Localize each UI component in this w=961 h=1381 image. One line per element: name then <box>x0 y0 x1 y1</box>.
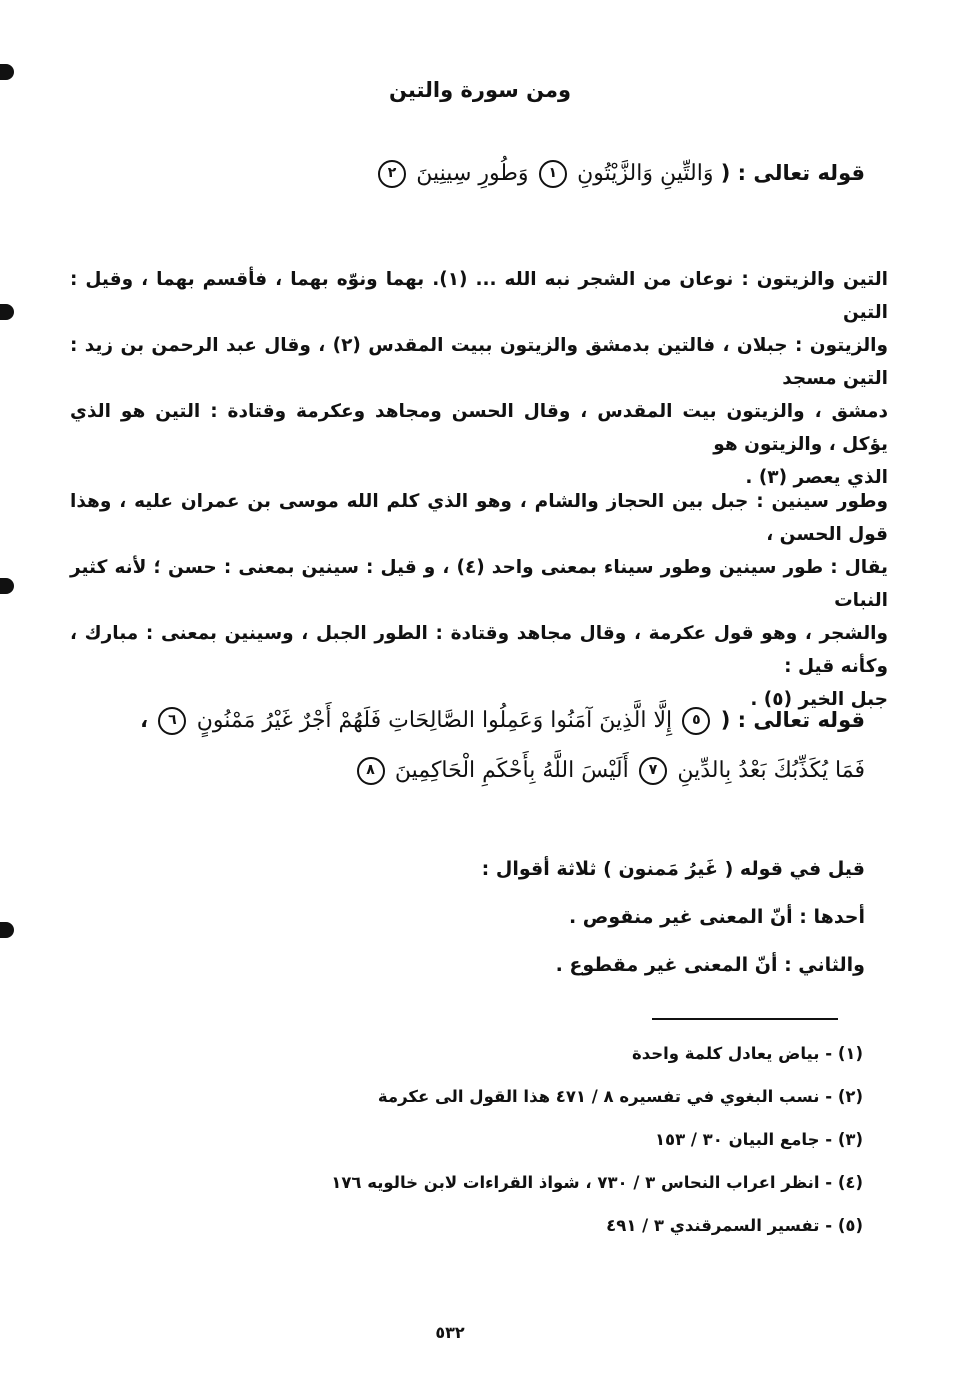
footnote-item: (٣) - جامع البيان ٣٠ / ١٥٣ <box>654 1130 863 1149</box>
verse-intro: قوله تعالى : ( <box>720 708 865 732</box>
ayah-number-badge: ٦ <box>158 707 186 735</box>
commentary-paragraph-2 <box>70 485 888 716</box>
page-title: ومن سورة والتين <box>388 78 572 102</box>
page-number: ٥٣٢ <box>435 1323 465 1342</box>
ayah-number-badge: ١ <box>539 160 567 188</box>
paragraph-line: وطور سينين : جبل بين الحجاز والشام ، وهو الذي كلم الله موسى بن عمران عليه ، وهذا قول الحسن ، <box>70 491 888 545</box>
footnotes <box>223 1038 863 1253</box>
ayah-number-badge: ٧ <box>639 757 667 785</box>
quran-text: إِلَّا الَّذِينَ آمَنُوا وَعَمِلُوا الصَّالِحَاتِ فَلَهُمْ أَجْرٌ غَيْرُ مَمْنُونٍ <box>196 708 673 733</box>
paragraph-line: دمشق ، والزيتون بيت المقدس ، وقال الحسن ومجاهد وعكرمة وقتادة : التين هو الذي يؤكل ، والزيتون هو <box>70 401 888 455</box>
footnote-divider <box>652 1018 838 1020</box>
verse-separator: ، <box>140 708 149 732</box>
saying-item: والثاني : أنّ المعنى غير مقطوع . <box>555 954 865 976</box>
quran-text: فَمَا يُكَذِّبُكَ بَعْدُ بِالدِّينِ <box>677 758 865 783</box>
paragraph-line: التين والزيتون : نوعان من الشجر نبه الله ... (١). بهما ونوّه بهما ، فأقسم بهما ، وقيل : التين <box>70 269 888 323</box>
footnote-item: (٢) - نسب البغوي في تفسيره ٨ / ٤٧١ هذا القول الى عكرمة <box>377 1087 863 1106</box>
ayah-number-badge: ٢ <box>378 160 406 188</box>
footnote-item: (١) - بياض يعادل كلمة واحدة <box>631 1044 863 1063</box>
punch-hole-mark <box>0 304 14 320</box>
paragraph-line: والزيتون : جبلان ، فالتين بدمشق والزيتون ببيت المقدس (٢) ، وقال عبد الرحمن بن زيد : التين مسجد <box>70 335 888 389</box>
quran-text: وَالتِّينِ وَالزَّيْتُونِ <box>577 161 714 186</box>
punch-hole-mark <box>0 64 14 80</box>
verse-2-line-2 <box>65 757 865 785</box>
ayah-number-badge: ٨ <box>357 757 385 785</box>
verse-1 <box>65 160 865 188</box>
paragraph-line: جبل الخير (٥) . <box>750 689 888 710</box>
commentary-paragraph-1 <box>70 263 888 494</box>
quran-text: أَلَيْسَ اللَّهُ بِأَحْكَمِ الْحَاكِمِينَ <box>394 758 629 783</box>
footnote-item: (٤) - انظر اعراب النحاس ٣ / ٧٣٠ ، شواذ القراءات لابن خالويه ١٧٦ <box>331 1173 863 1192</box>
paragraph-line: والشجر ، وهو قول عكرمة ، وقال مجاهد وقتادة : الطور الجبل ، وسينين بمعنى : مبارك ، وكأنه قيل : <box>70 623 888 677</box>
ayah-number-badge: ٥ <box>682 707 710 735</box>
punch-hole-mark <box>0 578 14 594</box>
footnote-item: (٥) - تفسير السمرقندي ٣ / ٤٩١ <box>606 1216 863 1235</box>
paragraph-line: الذي يعصر (٣) . <box>745 467 888 488</box>
punch-hole-mark <box>0 922 14 938</box>
paragraph-line: يقال : طور سينين وطور سيناء بمعنى واحد (٤) ، و قيل : سينين بمعنى : حسن ؛ لأنه كثير النبات <box>70 557 888 611</box>
verse-2-line-1 <box>65 707 865 735</box>
sayings-heading: قيل في قوله ( غَيرُ مَمنون ) ثلاثة أقوال : <box>481 858 865 880</box>
verse-intro: قوله تعالى : ( <box>720 161 865 185</box>
sayings-list <box>165 845 865 989</box>
saying-item: أحدها : أنّ المعنى غير منقوص . <box>568 906 865 928</box>
quran-text: وَطُورِ سِينِينَ <box>416 161 529 186</box>
